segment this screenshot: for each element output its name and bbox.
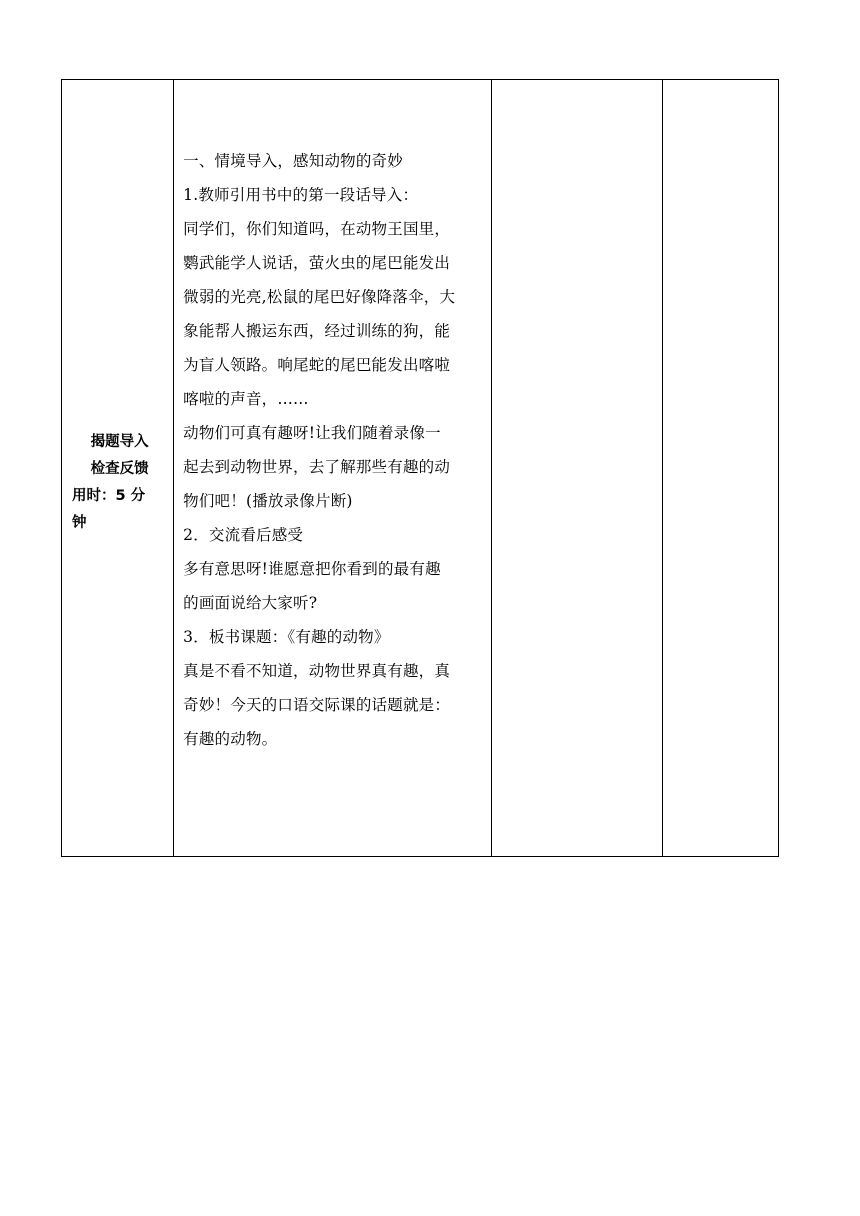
teaching-content-cell [174,80,491,857]
text-line: 鹦武能学人说话，萤火虫的尾巴能发出 [183,254,451,272]
stage-duration: 用时：5 分 [72,488,146,504]
text-line: 动物们可真有趣呀!让我们随着录像一 [183,424,441,442]
stage-label-cell [62,80,174,857]
text-line: 同学们，你们知道吗，在动物王国里， [183,220,451,238]
teaching-content [174,80,490,756]
table-row [62,80,779,857]
section-heading: 一、情境导入，感知动物的奇妙 [183,152,403,170]
stage-title: 揭题导入 [90,434,149,450]
column-3-cell [491,80,662,857]
text-line: 象能帮人搬运东西，经过训练的狗，能 [183,322,451,340]
lesson-plan-table [61,79,779,857]
text-line: 多有意思呀!谁愿意把你看到的最有趣 [183,560,441,578]
stage-label [62,429,173,537]
step-3-title: 3．板书课题：《有趣的动物》 [183,628,390,646]
text-line: 起去到动物世界，去了解那些有趣的动 [183,458,451,476]
column-4-cell [662,80,778,857]
step-1-title: 1.教师引用书中的第一段话导入： [183,186,419,204]
step-2-title: 2．交流看后感受 [183,526,304,544]
text-line: 有趣的动物。 [183,730,278,748]
text-line: 微弱的光亮,松鼠的尾巴好像降落伞，大 [183,288,456,306]
stage-duration-cont: 钟 [72,515,87,531]
text-line: 物们吧！(播放录像片断) [183,492,353,510]
text-line: 的画面说给大家听? [183,594,318,612]
stage-subtitle: 检查反馈 [90,461,149,477]
text-line: 真是不看不知道，动物世界真有趣，真 [183,662,451,680]
text-line: 为盲人领路。响尾蛇的尾巴能发出喀啦 [183,356,451,374]
text-line: 奇妙！今天的口语交际课的话题就是： [183,696,451,714]
text-line: 喀啦的声音，…… [183,390,309,408]
